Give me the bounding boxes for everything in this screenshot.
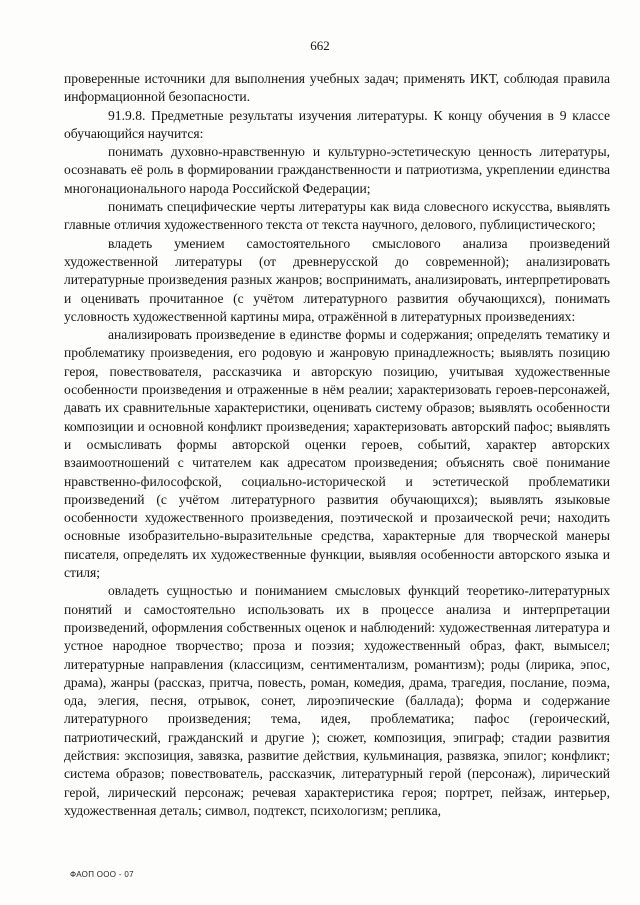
paragraph-item: понимать специфические черты литературы как вида словесного искусства, выявлять главные отличия художественного текста от текста научного, делового, публицистического; (64, 199, 610, 233)
paragraph-item: овладеть сущностью и пониманием смысловых функций теоретико-литературных понятий и самостоятельно использовать их в процессе анализа и интерпретации произведений, оформления собственных оценок и наблюдений: художественная литература и устное народное творчество; проза и поэзия; художественный образ, факт, вымысел; литературные направления (классицизм, сентиментализм, романтизм); роды (лирика, эпос, драма), жанры (рассказ, притча, повесть, роман, комедия, драма, трагедия, послание, поэма, ода, элегия, песня, отрывок, сонет, лироэпические (баллада); форма и содержание литературного произведения; тема, идея, проблематика; пафос (героический, патриотический, гражданский и другие ); сюжет, композиция, эпиграф; стадии развития действия: экспозиция, завязка, развитие действия, кульминация, развязка, эпилог; конфликт; система образов; повествователь, рассказчик, литературный герой (персонаж), лирический герой, лирический персонаж; речевая характеристика героя; портрет, пейзаж, интерьер, художественная деталь; символ, подтекст, психологизм; реплика, (64, 583, 610, 818)
paragraph-section-heading: 91.9.8. Предметные результаты изучения литературы. К концу обучения в 9 классе обучающийся научится: (64, 107, 610, 141)
paragraph-continuation: проверенные источники для выполнения учебных задач; применять ИКТ, соблюдая правила информационной безопасности. (64, 71, 610, 105)
paragraph-item: анализировать произведение в единстве формы и содержания; определять тематику и проблематику произведения, его родовую и жанровую принадлежность; выявлять позицию героя, повествователя, рассказчика и авторскую позицию, учитывая художественные особенности произведения и отраженные в нём реалии; характеризовать героев-персонажей, давать их сравнительные характеристики, оценивать систему образов; выявлять особенности композиции и основной конфликт произведения; характеризовать авторский пафос; выявлять и осмысливать формы авторской оценки героев, событий, характер авторских взаимоотношений с читателем как адресатом произведения; объяснять своё понимание нравственно-философской, социально-исторической и эстетической проблематики произведений (с учётом литературного развития обучающихся); выявлять языковые особенности художественного произведения, поэтической и прозаической речи; находить основные изобразительно-выразительные средства, характерные для творческой манеры писателя, определять их художественные функции, выявляя особенности авторского языка и стиля; (64, 327, 610, 581)
footer-document-code: ФАОП ООО - 07 (70, 870, 134, 879)
paragraph-item: владеть умением самостоятельного смыслового анализа произведений художественной литературы (от древнерусской до современной); анализировать литературные произведения разных жанров; воспринимать, анализировать, интерпретировать и оценивать прочитанное (с учётом литературного развития обучающихся), понимать условность художественной картины мира, отражённой в литературных произведениях: (64, 235, 610, 324)
paragraph-item: понимать духовно-нравственную и культурно-эстетическую ценность литературы, осознавать её роль в формировании гражданственности и патриотизма, укреплении единства многонационального народа Российской Федерации; (64, 144, 610, 196)
body-text (64, 70, 610, 820)
page-number: 662 (310, 38, 330, 53)
